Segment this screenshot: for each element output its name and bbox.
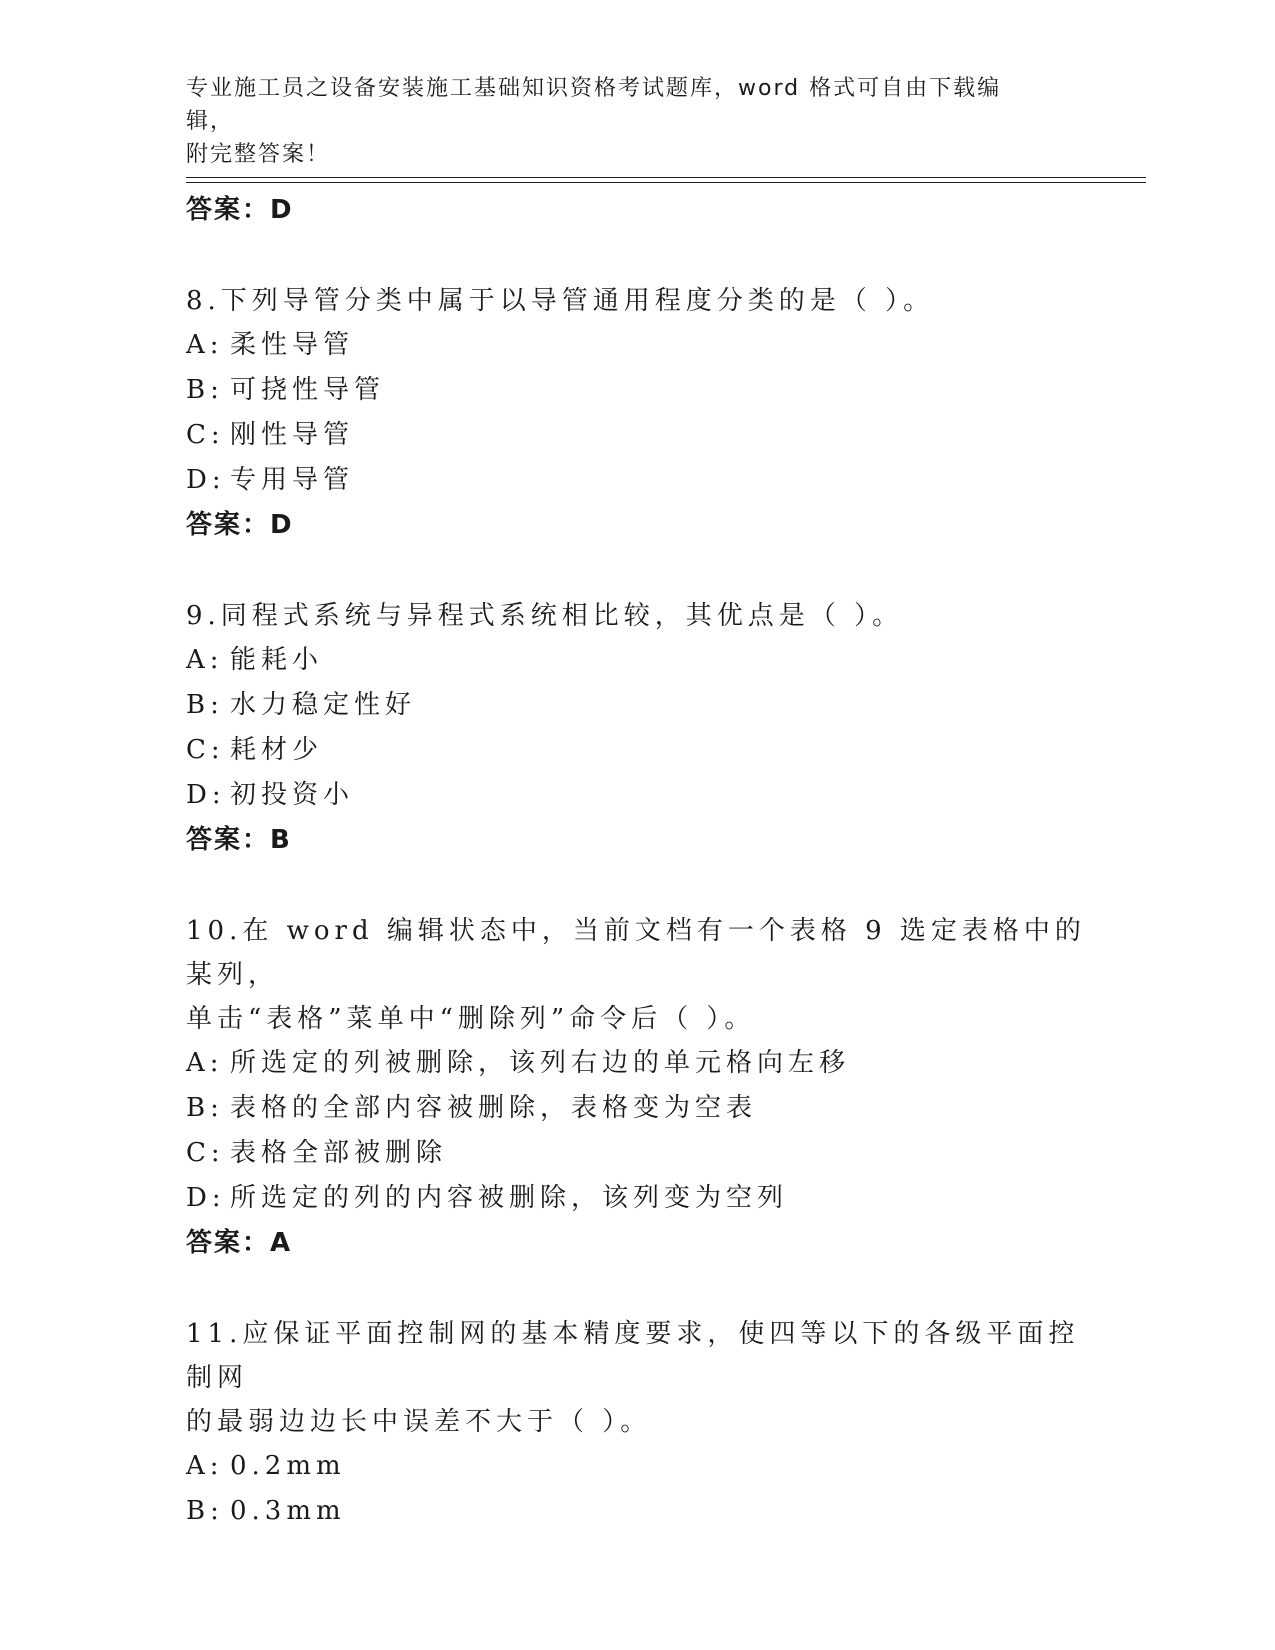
option-text: 可挠性导管 [230,375,386,405]
option-c [186,728,1086,773]
question-text-line-2: 单击“表格”菜单中“删除列”命令后（ ）。 [186,1004,756,1034]
option-label: C: [186,735,225,765]
option-label: A: [186,645,224,675]
option-label: C: [186,420,225,450]
option-text: 刚性导管 [230,420,355,450]
option-text: 所选定的列的内容被删除，该列变为空列 [230,1183,789,1213]
spacer [186,862,1086,909]
option-label: D: [186,1183,226,1213]
previous-answer: 答案：D [186,195,294,225]
document-header [186,72,1046,171]
option-label: B: [186,690,224,720]
option-a [186,1444,1086,1489]
question-11 [186,1312,1086,1534]
question-text-line-1: 10.在 word 编辑状态中，当前文档有一个表格 9 选定表格中的某列， [186,916,1086,990]
option-text: 耗材少 [230,735,324,765]
option-label: A: [186,1451,224,1481]
option-a [186,1041,1086,1086]
header-divider [186,177,1146,183]
question-9 [186,594,1086,862]
option-d [186,1176,1086,1221]
option-b [186,368,1086,413]
question-list [186,188,1086,1534]
option-text: 柔性导管 [230,330,355,360]
option-a [186,638,1086,683]
option-text: 0.3mm [230,1496,346,1526]
header-line-1: 专业施工员之设备安装施工基础知识资格考试题库，word 格式可自由下载编辑， [186,76,1002,134]
option-label: A: [186,330,224,360]
option-c [186,413,1086,458]
option-b [186,1489,1086,1534]
option-text: 能耗小 [230,645,324,675]
question-text: 9.同程式系统与异程式系统相比较，其优点是（ ）。 [186,601,904,631]
option-a [186,323,1086,368]
spacer [186,547,1086,594]
option-label: D: [186,465,226,495]
answer: 答案：B [186,825,292,855]
spacer [186,1265,1086,1312]
question-text: 8.下列导管分类中属于以导管通用程度分类的是（ ）。 [186,286,935,316]
option-label: A: [186,1048,224,1078]
option-label: B: [186,375,224,405]
header-line-2: 附完整答案！ [186,142,331,167]
option-text: 表格的全部内容被删除，表格变为空表 [230,1093,758,1123]
option-text: 水力稳定性好 [230,690,417,720]
option-text: 0.2mm [230,1451,346,1481]
option-label: B: [186,1093,224,1123]
answer: 答案：D [186,510,294,540]
option-label: B: [186,1496,224,1526]
option-text: 表格全部被删除 [230,1138,448,1168]
option-c [186,1131,1086,1176]
option-text: 专用导管 [230,465,355,495]
option-text: 初投资小 [230,780,355,810]
question-10 [186,909,1086,1265]
option-b [186,1086,1086,1131]
option-d [186,773,1086,818]
option-d [186,458,1086,503]
option-label: C: [186,1138,225,1168]
option-label: D: [186,780,226,810]
answer: 答案：A [186,1228,293,1258]
question-text-line-2: 的最弱边边长中误差不大于（ ）。 [186,1407,652,1437]
question-8 [186,279,1086,547]
spacer [186,232,1086,279]
option-text: 所选定的列被删除，该列右边的单元格向左移 [230,1048,851,1078]
option-b [186,683,1086,728]
question-text-line-1: 11.应保证平面控制网的基本精度要求，使四等以下的各级平面控制网 [186,1319,1080,1393]
